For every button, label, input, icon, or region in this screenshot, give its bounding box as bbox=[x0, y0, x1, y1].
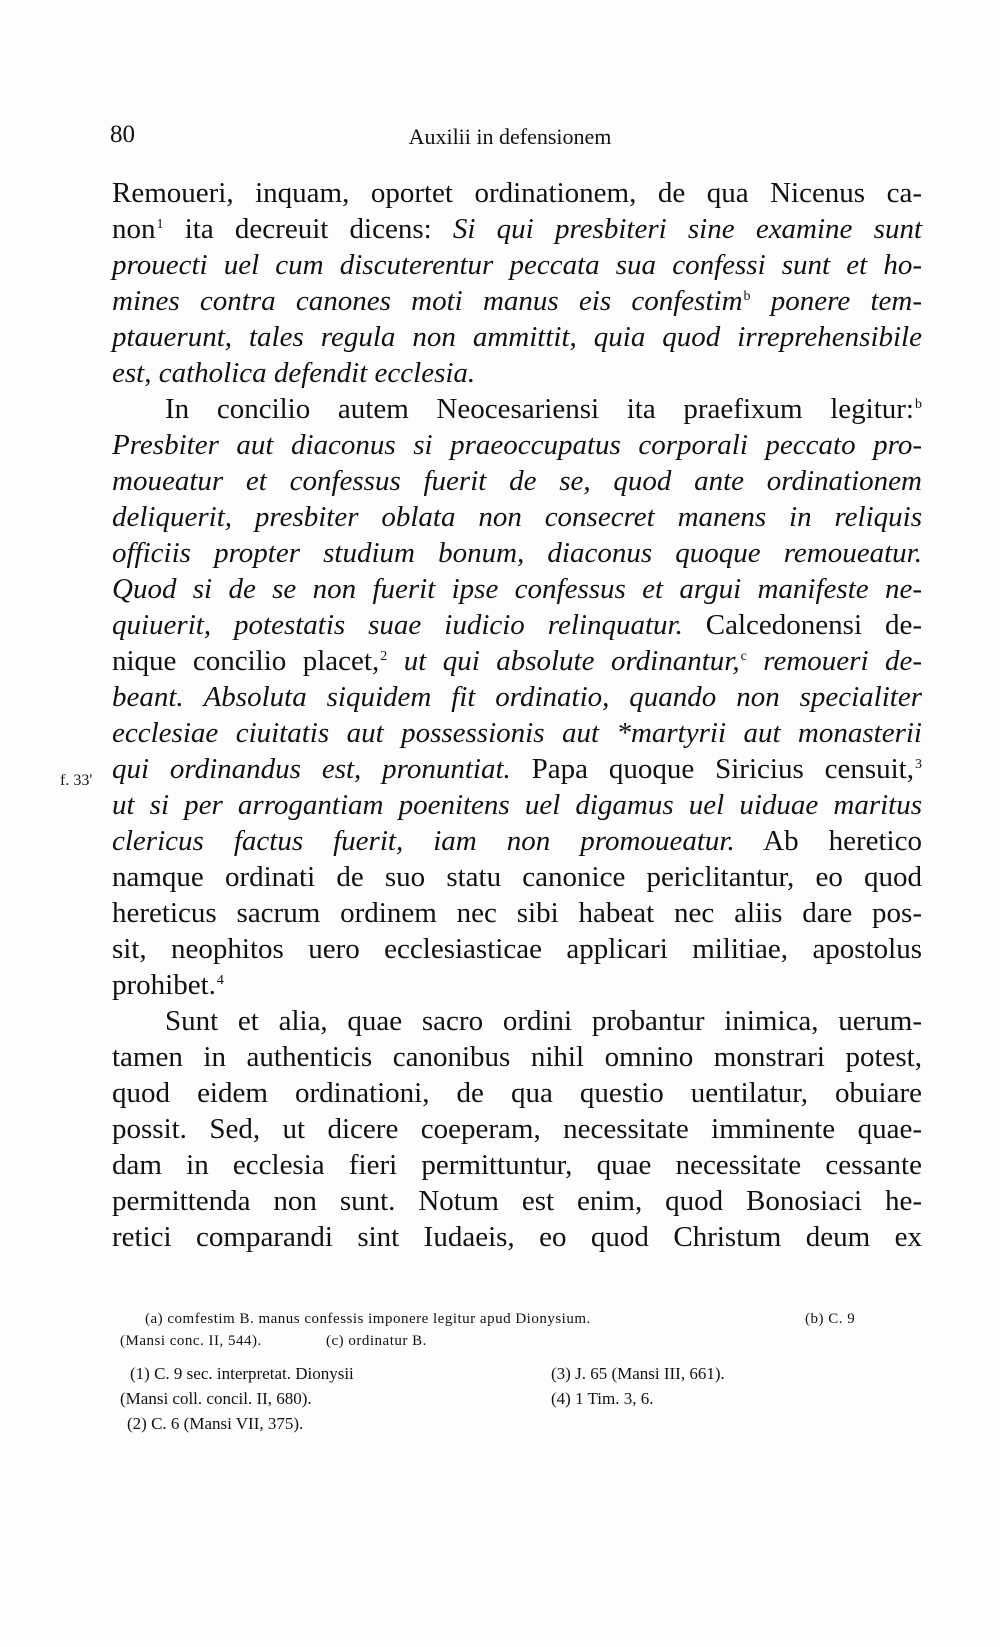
footnote-ref: 1 bbox=[156, 217, 164, 232]
text-segment: moueatur et confessus fuerit de se, quod ante ordinationem bbox=[112, 465, 922, 497]
text-segment: ut si per arrogantiam poenitens uel digamus uel uiduae maritus bbox=[112, 789, 922, 821]
text-line bbox=[112, 319, 922, 355]
page-number: 80 bbox=[110, 121, 135, 148]
text-segment: quiuerit, potestatis suae iudicio relinquatur. bbox=[112, 609, 683, 641]
text-segment: Papa quoque Siricius censuit, bbox=[510, 753, 914, 785]
footnote-ref: b bbox=[743, 289, 751, 304]
text-line bbox=[165, 391, 922, 427]
apparatus-note-c: (c) ordinatur B. bbox=[326, 1333, 427, 1349]
footnote-4: (4) 1 Tim. 3, 6. bbox=[551, 1389, 654, 1408]
text-line bbox=[112, 859, 922, 895]
apparatus-note-b-continued: (Mansi conc. II, 544). bbox=[120, 1333, 262, 1349]
footnote-ref: b bbox=[915, 397, 922, 412]
text-segment: prouecti uel cum discuterentur peccata sua confessi sunt et ho- bbox=[112, 249, 922, 281]
text-segment: prohibet. bbox=[112, 969, 216, 1001]
text-segment: deliquerit, presbiter oblata non consecret manens in reliquis bbox=[112, 501, 922, 533]
text-line bbox=[112, 283, 922, 319]
running-title: Auxilii in defensionem bbox=[408, 124, 612, 149]
text-segment: remoueri de- bbox=[746, 645, 922, 677]
text-segment: hereticus sacrum ordinem nec sibi habeat nec aliis dare pos- bbox=[112, 897, 922, 929]
apparatus-note-a: (a) comfestim B. manus confessis imponere legitur apud Dionysium. bbox=[145, 1311, 591, 1327]
footnote-3: (3) J. 65 (Mansi III, 661). bbox=[551, 1364, 725, 1383]
footnote-ref: 3 bbox=[915, 757, 922, 772]
text-line bbox=[112, 247, 922, 283]
text-line bbox=[112, 1111, 922, 1147]
text-segment: ptauerunt, tales regula non ammittit, quia quod irreprehensibile bbox=[112, 321, 922, 353]
apparatus-note-b: (b) C. 9 bbox=[805, 1311, 856, 1327]
text-segment: clericus factus fuerit, iam non promoueatur. bbox=[112, 825, 735, 857]
text-segment: dam in ecclesia fieri permittuntur, quae necessitate cessante bbox=[112, 1149, 922, 1181]
text-line bbox=[112, 355, 922, 391]
text-segment: Quod si de se non fuerit ipse confessus et argui manifeste ne- bbox=[112, 573, 922, 605]
text-line bbox=[112, 1183, 922, 1219]
text-line bbox=[112, 1075, 922, 1111]
footnote-ref: c bbox=[740, 649, 747, 664]
text-line bbox=[112, 211, 922, 247]
text-line bbox=[112, 643, 922, 679]
text-line bbox=[112, 967, 922, 1003]
text-segment: ut qui absolute ordinantur, bbox=[387, 645, 740, 677]
footnote-ref: 2 bbox=[380, 649, 388, 664]
text-segment: Sunt et alia, quae sacro ordini probantur inimica, uerum- bbox=[165, 1005, 922, 1037]
text-line bbox=[112, 463, 922, 499]
text-line bbox=[112, 499, 922, 535]
text-segment: Ab heretico bbox=[734, 825, 922, 857]
text-line bbox=[165, 1003, 922, 1039]
text-segment: mines contra canones moti manus eis confestim bbox=[112, 285, 743, 317]
text-line bbox=[112, 571, 922, 607]
text-line bbox=[112, 895, 922, 931]
text-line bbox=[112, 823, 922, 859]
text-line bbox=[112, 715, 922, 751]
text-segment: Remoueri, inquam, oportet ordinationem, de qua Nicenus ca- bbox=[112, 177, 922, 209]
text-segment: In concilio autem Neocesariensi ita praefixum legitur: bbox=[165, 393, 914, 425]
footnote-1-continued: (Mansi coll. concil. II, 680). bbox=[120, 1389, 312, 1408]
text-line bbox=[112, 175, 922, 211]
text-line bbox=[112, 535, 922, 571]
text-segment: qui ordinandus est, pronuntiat. bbox=[112, 753, 511, 785]
margin-note-folio: f. 33' bbox=[60, 772, 93, 789]
text-segment: quod eidem ordinationi, de qua questio uentilatur, obuiare bbox=[112, 1077, 922, 1109]
text-segment: possit. Sed, ut dicere coeperam, necessitate imminente quae- bbox=[112, 1113, 922, 1145]
text-segment: ita decreuit dicens: bbox=[163, 213, 453, 245]
text-line bbox=[112, 679, 922, 715]
text-segment: nique concilio placet, bbox=[112, 645, 380, 677]
text-segment: Presbiter aut diaconus si praeoccupatus corporali peccato pro- bbox=[112, 429, 922, 461]
text-segment: namque ordinati de suo statu canonice periclitantur, eo quod bbox=[112, 861, 922, 893]
text-segment: ecclesiae ciuitatis aut possessionis aut *martyrii aut monasterii bbox=[112, 717, 922, 749]
text-segment: permittenda non sunt. Notum est enim, quod Bonosiaci he- bbox=[112, 1185, 922, 1217]
text-segment: retici comparandi sint Iudaeis, eo quod Christum deum ex bbox=[112, 1221, 922, 1253]
text-segment: ponere tem- bbox=[750, 285, 923, 317]
text-line bbox=[112, 1039, 922, 1075]
text-line bbox=[112, 751, 922, 787]
footnote-1: (1) C. 9 sec. interpretat. Dionysii bbox=[130, 1364, 354, 1383]
text-segment bbox=[184, 681, 204, 713]
text-segment: Calcedonensi de- bbox=[682, 609, 922, 641]
text-line bbox=[112, 607, 922, 643]
text-segment: Si qui presbiteri sine examine sunt bbox=[452, 213, 922, 245]
text-line bbox=[112, 1219, 922, 1255]
text-line bbox=[112, 931, 922, 967]
footnote-2: (2) C. 6 (Mansi VII, 375). bbox=[127, 1414, 304, 1433]
text-segment: est, catholica defendit ecclesia. bbox=[112, 357, 476, 389]
text-segment: officiis propter studium bonum, diaconus quoque remoueatur. bbox=[112, 537, 922, 569]
text-segment: beant. bbox=[112, 681, 184, 713]
footnote-ref: 4 bbox=[216, 973, 224, 988]
page-header bbox=[110, 121, 910, 161]
text-line bbox=[112, 1147, 922, 1183]
text-segment: sit, neophitos uero ecclesiasticae applicari militiae, apostolus bbox=[112, 933, 922, 965]
text-segment: tamen in authenticis canonibus nihil omnino monstrari potest, bbox=[112, 1041, 922, 1073]
text-line bbox=[112, 427, 922, 463]
text-segment: Absoluta siquidem fit ordinatio, quando non specialiter bbox=[203, 681, 923, 713]
text-line bbox=[112, 787, 922, 823]
text-segment: non bbox=[112, 213, 156, 245]
